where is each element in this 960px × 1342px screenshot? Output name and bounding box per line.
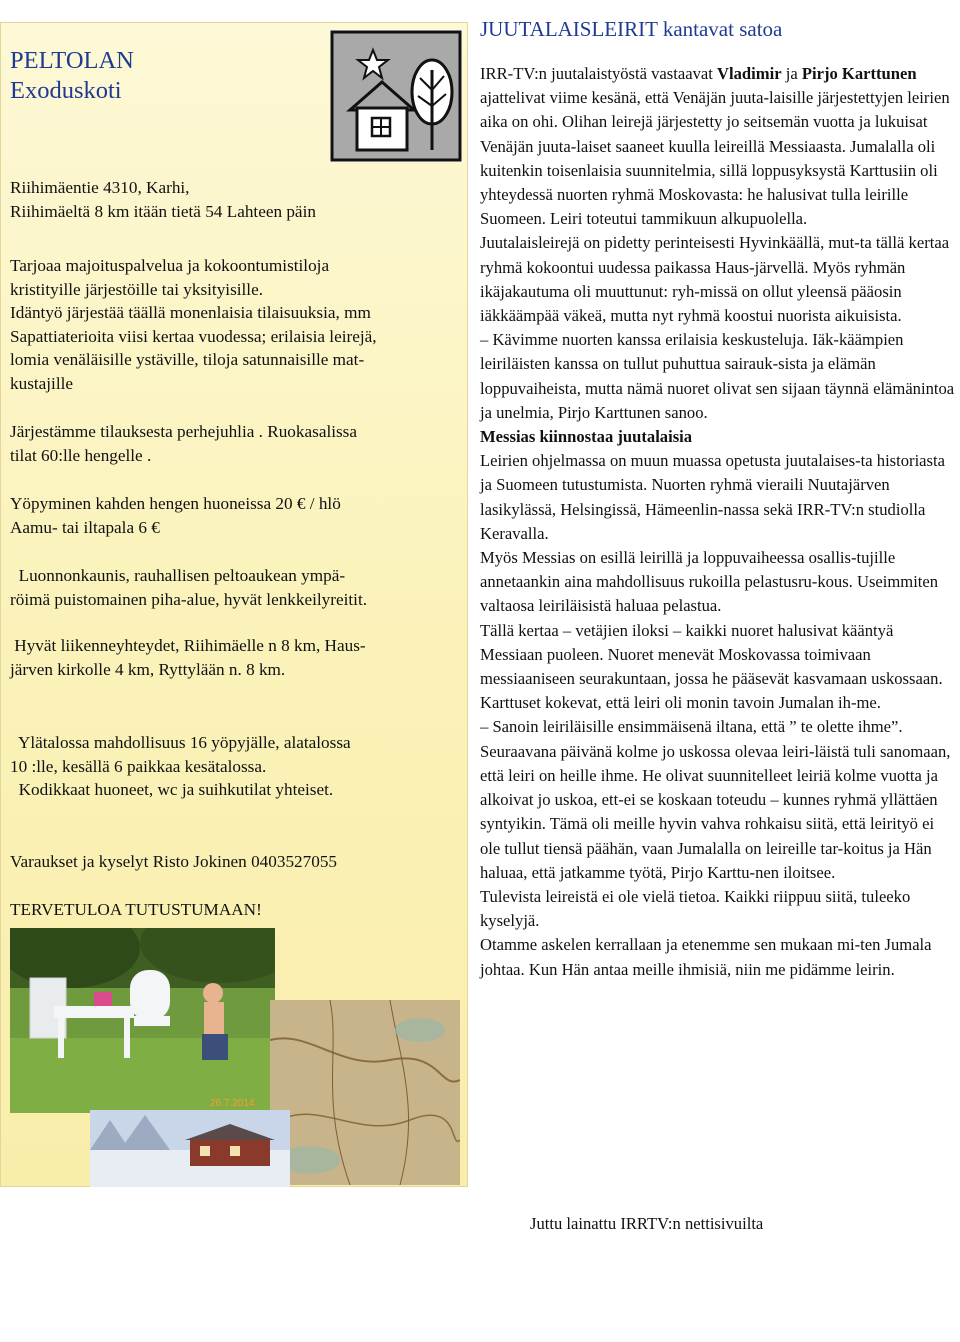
ad-party: Järjestämme tilauksesta perhejuhlia . Ruokasalissa tilat 60:lle hengelle . <box>10 422 357 465</box>
article-paragraph-2: Juutalaisleirejä on pidetty perinteisesti Hyvinkäällä, mut-ta tällä kertaa ryhmä kokoontui uudessa paikassa Haus-järvellä. Myös ryhmän ikäjakautuma oli muuttunut: ryh-missä on ollut yleensä pääosin iäkkäämpää väkeä, mutta nyt ryhmä koostui nuorista aikuisista. <box>480 233 950 326</box>
ad-title-line2: Exoduskoti <box>10 77 122 104</box>
garden-photo-image <box>10 928 275 1113</box>
ad-transport: Hyvät liikenneyhteydet, Riihimäelle n 8 km, Haus- järven kirkolle 4 km, Ryttylään n. 8 km. <box>10 636 366 679</box>
article <box>480 0 956 982</box>
winter-house-image <box>90 1110 290 1187</box>
exoduskoti-logo <box>330 30 462 162</box>
article-paragraph-5: Myös Messias on esillä leirillä ja loppuvaiheessa osallis-tujille annetaankin aina mahdollisuus rukoilla pelastusru-kous. Useimmiten valtaosa leiriläisistä haluaa pelastua. <box>480 548 939 616</box>
house-star-tree-logo-icon <box>330 30 462 162</box>
article-paragraph-8: – Sanoin leiriläisille ensimmäisenä iltana, että ” te olette ihme”. Seuraavana päivänä kolme jo uskossa olevaa leiri-läistä tuli sanomaan, että leiri on heille ihme. He olivat suunnitelleet leiriä kolme vuotta ja alkoivat jo uskoa, ett-ei se koskaan toteudu – kunnes ryhmä yllättäen syntyikin. Tämä oli meille hyvin vahva rohkaisu siitä, että leirityö ei ole tullut tiensä päähän, vaan Jumalalla on leireille tar-koitus ja Hän haluaa, että jatkamme työtä, Pirjo Karttu-nen iloitsee. <box>480 717 951 882</box>
ad-rooms: Ylätalossa mahdollisuus 16 yöpyjälle, alatalossa 10 :lle, kesällä 6 paikkaa kesätalossa. Kodikkaat huoneet, wc ja suihkutilat yhteiset. <box>10 733 351 800</box>
article-paragraph-10: Otamme askelen kerrallaan ja etenemme sen mukaan mi-ten Jumala johtaa. Kun Hän antaa meille ihmisiä, niin me pidämme leirin. <box>480 935 932 979</box>
article-paragraph-3: – Kävimme nuorten kanssa erilaisia keskusteluja. Iäk-käämpien leiriläisten kanssa on tullut puhuttua sairauk-sista ja elämän loppuvaiheista, mutta nämä nuoret olivat sen sijaan täynnä elämänintoa ja unelmia, Pirjo Karttunen sanoo. <box>480 330 955 422</box>
article-paragraph-1: IRR-TV:n juutalaistyöstä vastaavat Vladimir ja Pirjo Karttunen ajattelivat viime kesänä, että Venäjän juuta-laisille järjestettyjen leirien aika on ohi. Olihan leirejä järjestetty jo seitsemän vuotta ja lukuisat Venäjän juuta-laiset saaneet kuulla leireillä Messiaasta. Jumalalla oli kuitenkin toisenlaisia suunnitelmia, sillä loppusyksystä Karttusiin oli yhteydessä nuorten ryhmä Moskovasta: he halusivat tulla leirille Suomeen. Leiri toteutui tammikuun alkupuolella. <box>480 64 950 229</box>
article-subheading: Messias kiinnostaa juutalaisia <box>480 427 693 447</box>
ad-address: Riihimäentie 4310, Karhi, Riihimäeltä 8 km itään tietä 54 Lahteen päin <box>10 178 316 221</box>
map-photo <box>270 1000 460 1185</box>
ad-offer: Tarjoaa majoituspalvelua ja kokoontumistiloja kristityille järjestöille tai yksityisille. Idäntyö järjestää täällä monenlaisia tilaisuuksia, mm Sapattiaterioita viisi kertaa vuodessa; erilaisia leirejä, lomia venäläisille ystäville, tiloja satunnaisille mat- kustajille <box>10 256 377 393</box>
ad-nature: Luonnonkaunis, rauhallisen peltoaukean ympä- röimä puistomainen piha-alue, hyvät lenkkeilyreitit. <box>10 566 368 609</box>
photo-date-stamp: 26.7.2014 <box>210 1098 255 1109</box>
article-title: JUUTALAISLEIRIT kantavat satoa <box>480 17 783 41</box>
ad-price: Yöpyminen kahden hengen huoneissa 20 € / hlö Aamu- tai iltapala 6 € <box>10 494 341 537</box>
ad-title <box>10 46 134 106</box>
article-paragraph-9: Tulevista leireistä ei ole vielä tietoa. Kaikki riippuu siitä, tuleeko kyselyjä. <box>480 886 911 931</box>
ad-title-line1: PELTOLAN <box>10 47 134 74</box>
article-paragraph-7: Karttuset kokevat, että leiri oli monin tavoin Jumalan ih-me. <box>480 693 881 713</box>
ad-welcome: TERVETULOA TUTUSTUMAAN! <box>10 900 262 919</box>
garden-photo <box>10 928 275 1113</box>
article-paragraph-6: Tällä kertaa – vetäjien iloksi – kaikki nuoret halusivat kääntyä Messiaan puoleen. Nuoret menevät Moskovassa toimivaan messiaaniseen seurakuntaan, jossa he pääsevät kasvamaan uskossaan. <box>480 620 943 689</box>
old-map-image <box>270 1000 460 1185</box>
article-paragraph-4: Leirien ohjelmassa on muun muassa opetusta juutalaises-ta historiasta ja Suomeen tutustumista. Nuorten ryhmä vieraili Nuutajärven lasikylässä, Helsingissä, Hämeenlin-nassa sekä IRR-TV:n studiolla Keravalla. <box>480 451 945 543</box>
ad-contact: Varaukset ja kyselyt Risto Jokinen 0403527055 <box>10 852 338 871</box>
winter-house-photo <box>90 1110 290 1187</box>
article-credit: Juttu lainattu IRRTV:n nettisivuilta <box>530 1214 764 1233</box>
